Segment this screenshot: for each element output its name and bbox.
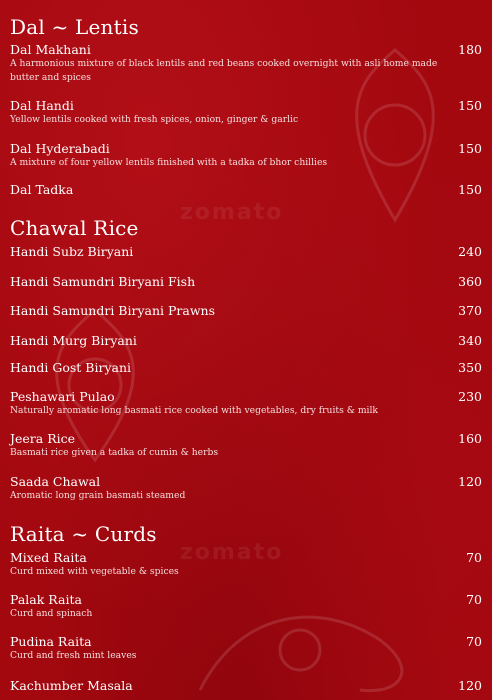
item-description: Curd and spinach bbox=[10, 608, 93, 619]
section-title-raita: Raita ~ Curds bbox=[10, 522, 157, 546]
watermark-text: zomato bbox=[180, 200, 284, 225]
menu-item bbox=[10, 592, 482, 621]
item-description: Aromatic long grain basmati steamed bbox=[10, 490, 186, 501]
section-title-chawal: Chawal Rice bbox=[10, 216, 139, 240]
watermark-text: zomato bbox=[180, 540, 284, 565]
item-price: 120 bbox=[458, 678, 482, 693]
menu-item bbox=[10, 550, 482, 579]
item-price: 150 bbox=[458, 141, 482, 156]
item-price: 150 bbox=[458, 182, 482, 197]
menu-item bbox=[10, 678, 482, 693]
menu-item bbox=[10, 141, 482, 170]
menu-item bbox=[10, 98, 482, 127]
item-description: Naturally aromatic long basmati rice cooked with vegetables, dry fruits & milk bbox=[10, 405, 378, 416]
item-name: Dal Tadka bbox=[10, 182, 74, 197]
item-price: 160 bbox=[458, 431, 482, 446]
item-price: 150 bbox=[458, 98, 482, 113]
item-name: Palak Raita bbox=[10, 592, 82, 607]
item-name: Handi Murg Biryani bbox=[10, 333, 137, 348]
item-description: Curd mixed with vegetable & spices bbox=[10, 566, 179, 577]
item-name: Kachumber Masala bbox=[10, 678, 133, 693]
item-price: 370 bbox=[458, 303, 482, 318]
item-price: 180 bbox=[458, 42, 482, 57]
item-description: A harmonious mixture of black lentils and red beans cooked overnight with asli home made butter and spices bbox=[10, 58, 438, 83]
item-name: Dal Handi bbox=[10, 98, 74, 113]
item-price: 240 bbox=[458, 244, 482, 259]
menu-item bbox=[10, 244, 482, 259]
menu-item bbox=[10, 42, 482, 85]
item-name: Dal Hyderabadi bbox=[10, 141, 110, 156]
item-price: 360 bbox=[458, 274, 482, 289]
item-price: 340 bbox=[458, 333, 482, 348]
item-name: Handi Gost Biryani bbox=[10, 360, 132, 375]
menu-item bbox=[10, 389, 482, 418]
item-name: Handi Samundri Biryani Fish bbox=[10, 274, 196, 289]
menu-item bbox=[10, 474, 482, 503]
item-name: Dal Makhani bbox=[10, 42, 91, 57]
item-price: 230 bbox=[458, 389, 482, 404]
menu-item bbox=[10, 182, 482, 197]
item-description: A mixture of four yellow lentils finished with a tadka of bhor chillies bbox=[10, 157, 328, 168]
item-description: Curd and fresh mint leaves bbox=[10, 650, 137, 661]
item-name: Handi Subz Biryani bbox=[10, 244, 134, 259]
menu-item bbox=[10, 431, 482, 460]
menu-item bbox=[10, 360, 482, 375]
menu-item bbox=[10, 333, 482, 348]
section-title-dal: Dal ~ Lentis bbox=[10, 15, 139, 39]
item-name: Peshawari Pulao bbox=[10, 389, 115, 404]
item-name: Mixed Raita bbox=[10, 550, 87, 565]
menu-item bbox=[10, 274, 482, 289]
menu-item bbox=[10, 303, 482, 318]
item-price: 350 bbox=[458, 360, 482, 375]
item-description: Yellow lentils cooked with fresh spices, onion, ginger & garlic bbox=[10, 114, 299, 125]
item-price: 120 bbox=[458, 474, 482, 489]
item-name: Pudina Raita bbox=[10, 634, 92, 649]
item-price: 70 bbox=[466, 634, 482, 649]
item-price: 70 bbox=[466, 550, 482, 565]
item-description: Basmati rice given a tadka of cumin & herbs bbox=[10, 447, 219, 458]
item-price: 70 bbox=[466, 592, 482, 607]
item-name: Handi Samundri Biryani Prawns bbox=[10, 303, 215, 318]
item-name: Saada Chawal bbox=[10, 474, 101, 489]
menu-item bbox=[10, 634, 482, 663]
item-name: Jeera Rice bbox=[10, 431, 76, 446]
